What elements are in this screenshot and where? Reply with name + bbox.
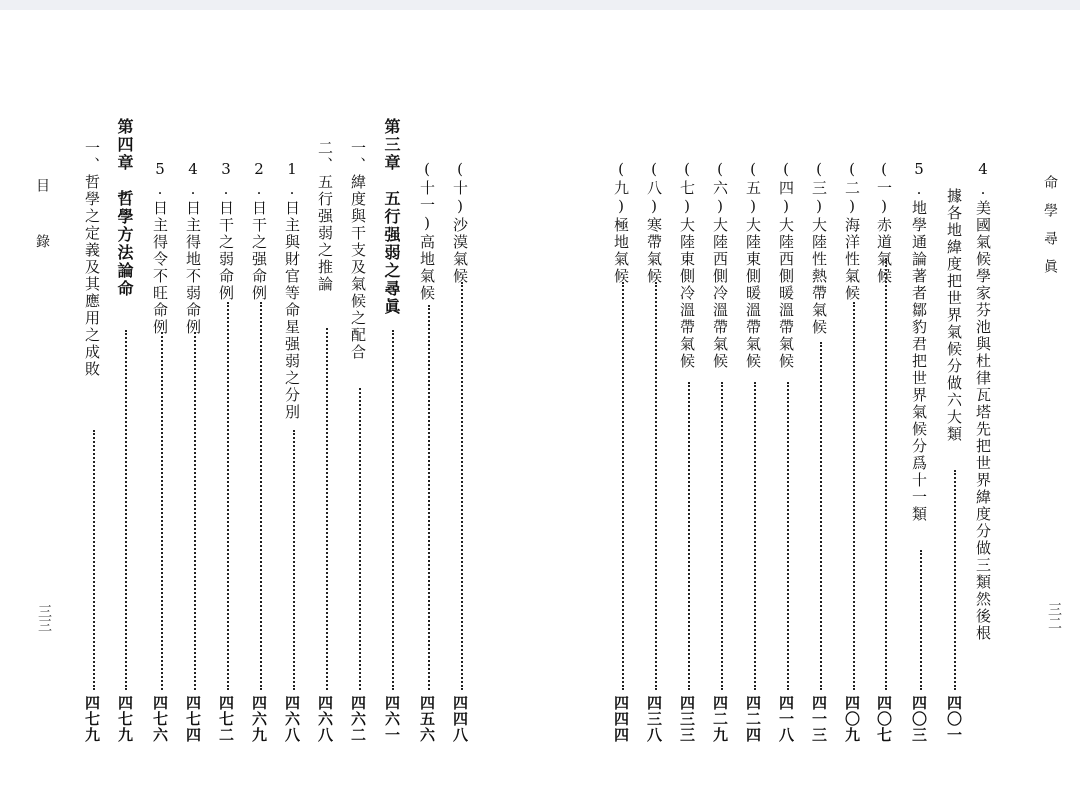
toc-entry: 5.日主得令不旺命例 [151,160,169,336]
page-number: 四三三 [678,695,696,743]
page-number: 四〇七 [875,695,893,743]
leader-dots [359,388,361,690]
leader-dots [721,382,723,690]
toc-entry: (六)大陸西側冷溫帶氣候 [711,160,729,370]
toc-entry: (一)赤道氣候 [875,160,893,285]
book-spread [0,10,1080,798]
chapter-heading: 第三章 五行强弱之尋眞 [382,118,401,316]
page-number: 四一三 [810,695,828,743]
toc-entry: (二)海洋性氣候 [843,160,861,302]
toc-entry: (四)大陸西側暖溫帶氣候 [777,160,795,370]
leader-dots [125,330,127,690]
page-number: 四五六 [418,695,436,743]
leader-dots [954,470,956,690]
page-number: 四六二 [349,695,367,743]
page-number: 四〇三 [910,695,928,743]
toc-entry: (三)大陸性熱帶氣候 [810,160,828,336]
leader-dots [885,258,887,690]
leader-dots [754,382,756,690]
leader-dots [326,328,328,690]
leader-dots [194,332,196,690]
leader-dots [227,302,229,690]
toc-entry: (五)大陸東側暖溫帶氣候 [744,160,762,370]
leader-dots [161,332,163,690]
toc-entry: 一、緯度與干支及氣候之配合 [349,140,367,361]
page-number: 四二四 [744,695,762,743]
page-number: 四一八 [777,695,795,743]
page-number: 四六九 [250,695,268,743]
chapter-heading: 第四章 哲學方法論命 [115,118,134,298]
page-number: 四二九 [711,695,729,743]
page-number: 四七四 [184,695,202,743]
leader-dots [920,550,922,690]
leader-dots [461,282,463,690]
toc-entry: (十一)高地氣候 [418,160,436,302]
page-number: 四六八 [283,695,301,743]
page-number: 四四四 [612,695,630,743]
leader-dots [428,305,430,690]
leader-dots [787,382,789,690]
page-number: 四六一 [383,695,401,743]
leader-dots [853,302,855,690]
page-number: 四七二 [217,695,235,743]
right-page-header: 命學尋眞 [1042,175,1058,287]
toc-entry: (八)寒帶氣候 [645,160,663,285]
left-page-header: 目 錄 [34,178,50,262]
page-number: 四四八 [451,695,469,743]
toc-entry: (十)沙漠氣候 [451,160,469,285]
leader-dots [688,382,690,690]
leader-dots [93,430,95,690]
leader-dots [392,330,394,690]
toc-entry: 1.日主與財官等命星强弱之分別 [283,160,301,421]
toc-entry: 5.地學通論著者鄒豹君把世界氣候分爲十一類 [910,160,928,523]
toc-entry: (九)極地氣候 [612,160,630,285]
right-page-folio: 三二 [1046,602,1062,630]
leader-dots [260,302,262,690]
toc-entry: (七)大陸東側冷溫帶氣候 [678,160,696,370]
toc-entry: 3.日干之弱命例 [217,160,235,302]
page-number: 四三八 [645,695,663,743]
toc-entry: 二、五行强弱之推論 [316,140,334,293]
toc-entry: 4.美國氣候學家芬池與杜律瓦塔先把世界緯度分做三類然後根 [974,160,992,642]
leader-dots [820,342,822,690]
page-number: 四七九 [116,695,134,743]
toc-entry: 據各地緯度把世界氣候分做六大類 [945,188,963,443]
leader-dots [293,430,295,690]
toc-entry: 一、哲學之定義及其應用之成敗 [83,140,101,378]
page-number: 四六八 [316,695,334,743]
page-number: 四七六 [151,695,169,743]
leader-dots [655,282,657,690]
page-number: 四〇九 [843,695,861,743]
toc-entry: 2.日干之强命例 [250,160,268,302]
left-page-folio: 三三 [36,604,52,632]
leader-dots [622,282,624,690]
toc-entry: 4.日主得地不弱命例 [184,160,202,336]
page-number: 四〇一 [945,695,963,743]
page-number: 四七九 [83,695,101,743]
